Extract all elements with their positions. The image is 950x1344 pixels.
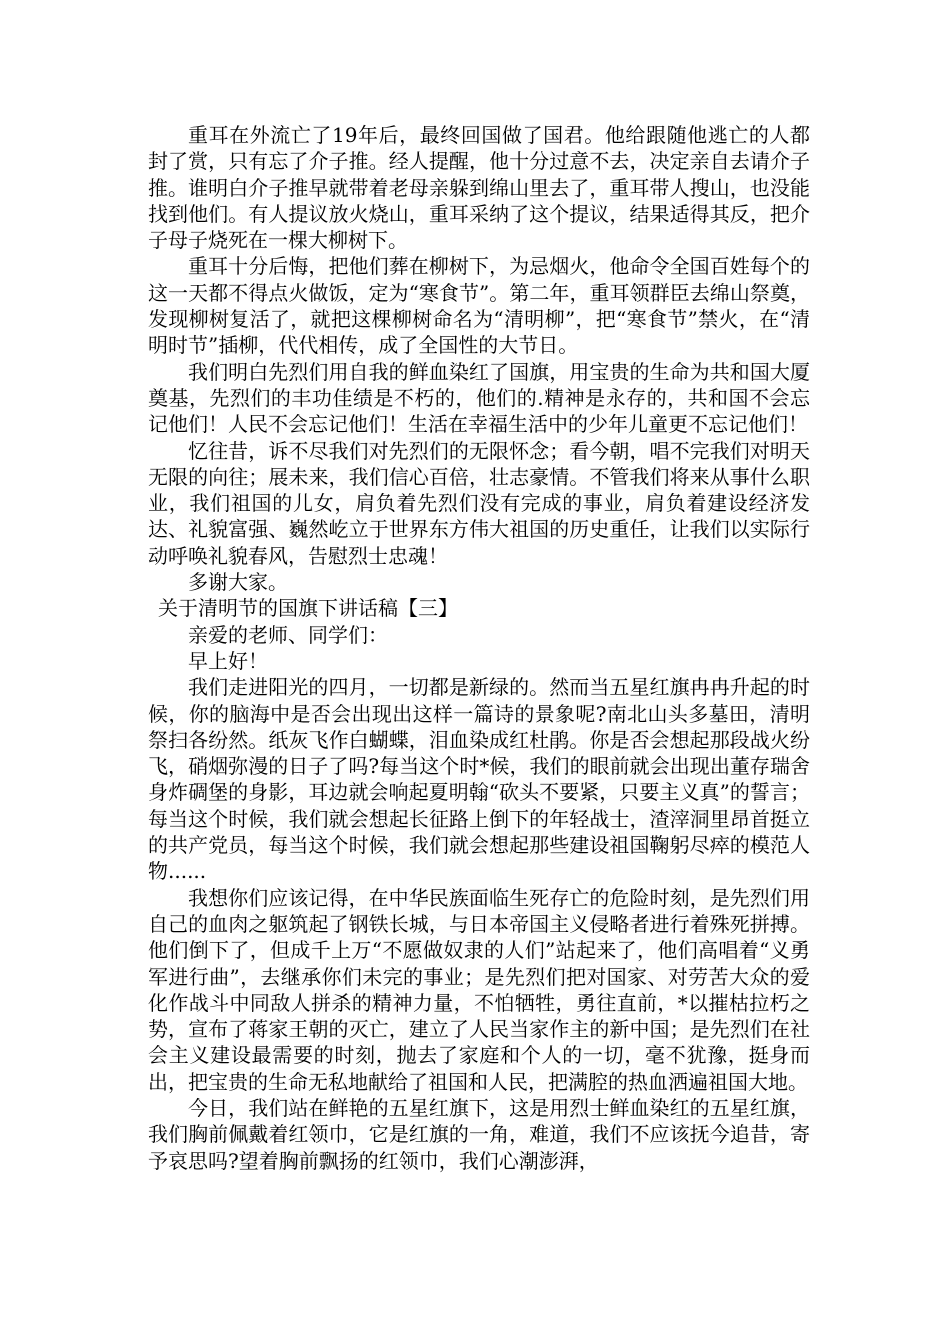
paragraph-remember-past: 忆往昔，诉不尽我们对先烈们的无限怀念；看今朝，唱不完我们对明天无限的向往；展未来，我们信心百倍，壮志豪情。不管我们将来从事什么职业，我们祖国的儿女，肩负着先烈们没有完成的事业，肩负着建设经济发达、礼貌富强、巍然屹立于世界东方伟大祖国的历史重任，让我们以实际行动呼唤礼貌春风，告慰烈士忠魂！	[148, 438, 810, 568]
paragraph-thanks: 多谢大家。	[188, 570, 288, 595]
paragraph-salutation: 亲爱的老师、同学们：	[188, 622, 388, 647]
paragraph-greeting: 早上好！	[188, 648, 268, 673]
paragraph-national-crisis: 我想你们应该记得，在中华民族面临生死存亡的危险时刻，是先烈们用自己的血肉之躯筑起了钢铁长城，与日本帝国主义侵略者进行着殊死拼搏。他们倒下了，但成千上万“不愿做奴隶的人们”站起来了，他们高唱着“义勇军进行曲”，去继承你们未完的事业；是先烈们把对国家、对劳苦大众的爱化作战斗中同敌人拼杀的精神力量，不怕牺牲，勇往直前，*以摧枯拉朽之势，宣布了蒋家王朝的灭亡，建立了人民当家作主的新中国；是先烈们在社会主义建设最需要的时刻，抛去了家庭和个人的一切，毫不犹豫，挺身而出，把宝贵的生命无私地献给了祖国和人民，把满腔的热血洒遍祖国大地。	[148, 885, 810, 1094]
paragraph-martyrs-flag: 我们明白先烈们用自我的鲜血染红了国旗，用宝贵的生命为共和国大厦奠基，先烈们的丰功佳绩是不朽的，他们的.精神是永存的，共和国不会忘记他们！人民不会忘记他们！生活在幸福生活中的少年儿童更不忘记他们！	[148, 359, 810, 437]
paragraph-exile-story: 重耳在外流亡了19年后，最终回国做了国君。他给跟随他逃亡的人都封了赏，只有忘了介子推。经人提醒，他十分过意不去，决定亲自去请介子推。谁明白介子推早就带着老母亲躲到绵山里去了，重耳带人搜山，也没能找到他们。有人提议放火烧山，重耳采纳了这个提议，结果适得其反，把介子母子烧死在一棵大柳树下。	[148, 123, 810, 253]
paragraph-today: 今日，我们站在鲜艳的五星红旗下，这是用烈士鲜血染红的五星红旗，我们胸前佩戴着红领巾，它是红旗的一角，难道，我们不应该抚今追昔，寄予哀思吗?望着胸前飘扬的红领巾，我们心潮澎湃，	[148, 1095, 810, 1173]
document-body	[148, 122, 810, 1174]
section-heading: 关于清明节的国旗下讲话稿【三】	[158, 596, 458, 621]
paragraph-april: 我们走进阳光的四月，一切都是新绿的。然而当五星红旗冉冉升起的时候，你的脑海中是否会出现出这样一篇诗的景象呢?南北山头多墓田，清明祭扫各纷然。纸灰飞作白蝴蝶，泪血染成红杜鹃。你是否会想起那段战火纷飞，硝烟弥漫的日子了吗?每当这个时*候，我们的眼前就会出现出董存瑞舍身炸碉堡的身影，耳边就会响起夏明翰“砍头不要紧，只要主义真”的誓言；每当这个时候，我们就会想起长征路上倒下的年轻战士，渣滓洞里昂首挺立的共产党员，每当这个时候，我们就会想起那些建设祖国鞠躬尽瘁的模范人物......	[148, 675, 810, 884]
paragraph-cold-food-festival: 重耳十分后悔，把他们葬在柳树下，为忌烟火，他命令全国百姓每个的这一天都不得点火做饭，定为“寒食节”。第二年，重耳领群臣去绵山祭奠，发现柳树复活了，就把这棵柳树命名为“清明柳”，把“寒食节”禁火，在“清明时节”插柳，代代相传，成了全国性的大节日。	[148, 254, 810, 358]
